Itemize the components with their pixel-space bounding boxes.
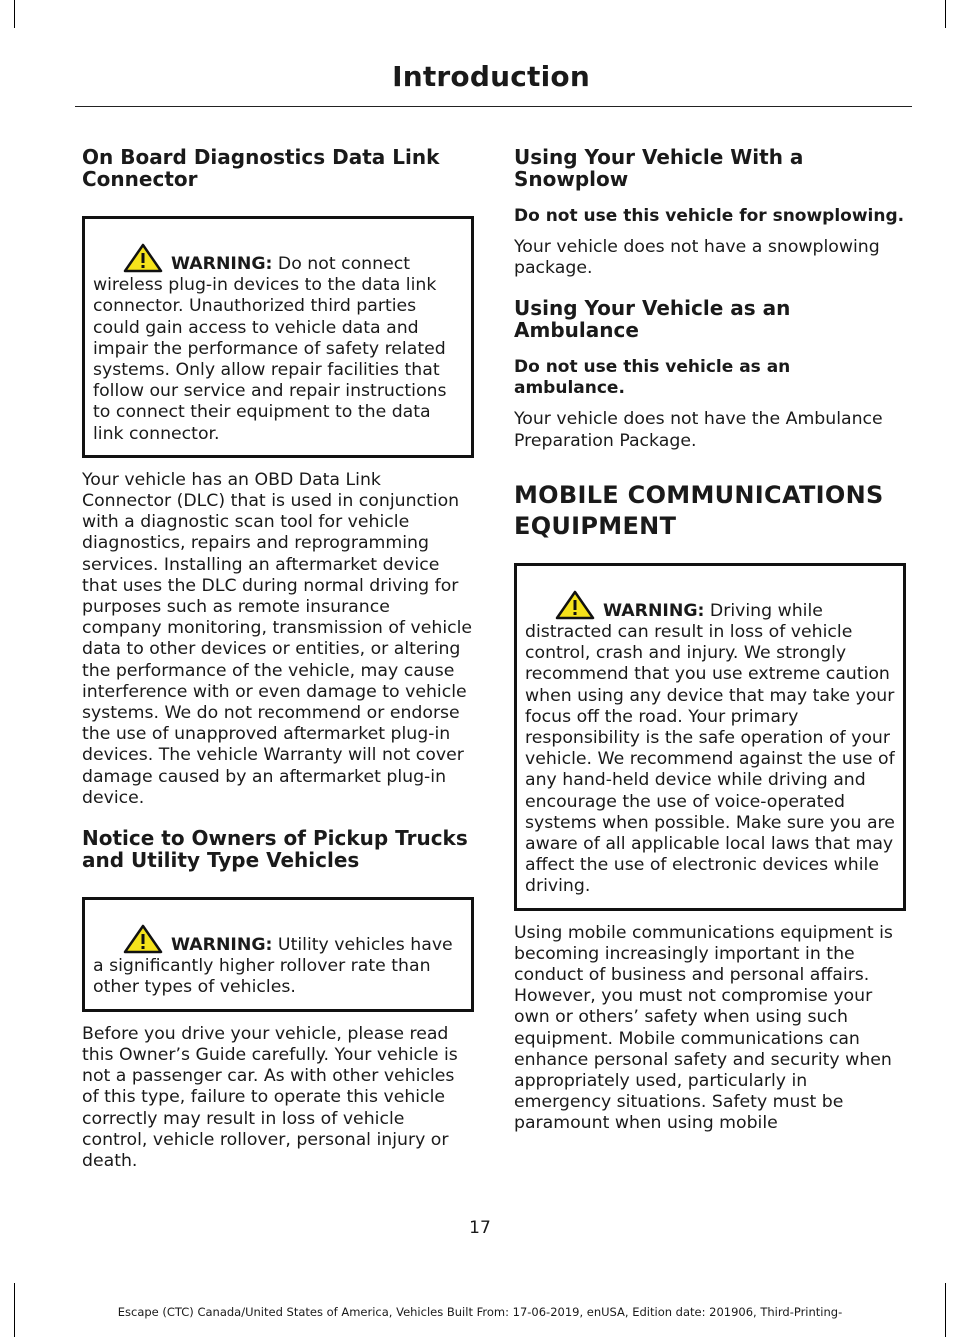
- pickup-warning-label: WARNING:: [171, 935, 273, 956]
- ambulance-subheading: Do not use this vehicle as an ambulance.: [514, 357, 791, 399]
- warning-triangle-icon: [123, 243, 163, 273]
- snowplow-subheading: Do not use this vehicle for snowplowing.: [514, 206, 905, 226]
- warning-triangle-icon: [123, 924, 163, 954]
- page-title: Introduction: [392, 60, 590, 93]
- right-column: [514, 146, 906, 1135]
- page-number: 17: [469, 1218, 491, 1238]
- pickup-warning-paragraph: [93, 924, 463, 999]
- mobile-warning-label: WARNING:: [603, 600, 705, 621]
- ambulance-heading: Using Your Vehicle as an Ambulance: [514, 296, 791, 343]
- pickup-warning-box: [82, 897, 474, 1012]
- mobile-warning-box: [514, 563, 906, 911]
- obd-body: Your vehicle has an OBD Data Link Connector (DLC) that is used in conjunction with a diagnostic scan tool for vehicle diagnostics, repairs and reprogramming services. Installing an aftermarket device that uses the DLC during normal driving for purposes such as remote insurance company monitoring, transmission of vehicle data to other devices or entities, or altering the performance of the vehicle, may cause interference with or even damage to vehicle systems. We do not recommend or endorse the use of unapproved aftermarket plug-in devices. The vehicle Warranty will not cover damage caused by an aftermarket plug-in device.: [82, 469, 473, 808]
- header-divider: [75, 106, 912, 107]
- snowplow-body: Your vehicle does not have a snowplowing package.: [514, 237, 880, 279]
- warning-triangle-icon: [555, 590, 595, 620]
- mobile-heading-line-2: EQUIPMENT: [514, 511, 677, 540]
- crop-mark-top-right-v: [945, 0, 946, 28]
- crop-mark-top-left-v: [14, 0, 15, 28]
- mobile-body: Using mobile communications equipment is becoming increasingly important in the conduct of business and personal affairs. However, you must not compromise your own or others’ safety when using such equipment. Mobile communications can enhance personal safety and security when appropriately used, particularly in emergency situations. Safety must be paramount when using mobile: [514, 922, 893, 1134]
- pickup-heading: Notice to Owners of Pickup Trucks and Utility Type Vehicles: [82, 826, 468, 873]
- obd-heading: On Board Diagnostics Data Link Connector: [82, 145, 440, 191]
- obd-warning-text: Do not connect wireless plug-in devices to the data link connector. Unauthorized third parties could gain access to vehicle data and impair the performance of safety related systems. Only allow repair facilities that follow our service and repair instructions to connect their equipment to the data link connector.: [93, 254, 447, 444]
- mobile-warning-paragraph: [525, 590, 895, 898]
- mobile-heading-line-1: MOBILE COMMUNICATIONS: [514, 480, 884, 509]
- obd-warning-box: [82, 216, 474, 458]
- ambulance-body: Your vehicle does not have the Ambulance Preparation Package.: [514, 409, 883, 451]
- obd-warning-label: WARNING:: [171, 254, 273, 274]
- pickup-warning-text: Utility vehicles have a significantly higher rollover rate than other types of vehicles.: [93, 935, 453, 998]
- snowplow-heading: Using Your Vehicle With a Snowplow: [514, 145, 804, 191]
- left-column: [82, 146, 474, 1172]
- footer-text: Escape (CTC) Canada/United States of America, Vehicles Built From: 17-06-2019, enUSA, Edition date: 201906, Third-Printing-: [117, 1305, 843, 1319]
- mobile-warning-text: Driving while distracted can result in loss of vehicle control, crash and injury. We strongly recommend that you use extreme caution when using any device that may take your focus off the road. Your primary responsibility is the safe operation of your vehicle. We recommend against the use of any hand-held device while driving and encourage the use of voice-operated systems when possible. Make sure you are aware of all applicable local laws that may affect the use of electronic devices while driving.: [525, 600, 895, 897]
- obd-warning-paragraph: [93, 243, 463, 445]
- pickup-body: Before you drive your vehicle, please read this Owner’s Guide carefully. Your vehicle is not a passenger car. As with other vehicles of this type, failure to operate this vehicle correctly may result in loss of vehicle control, vehicle rollover, personal injury or death.: [82, 1023, 458, 1171]
